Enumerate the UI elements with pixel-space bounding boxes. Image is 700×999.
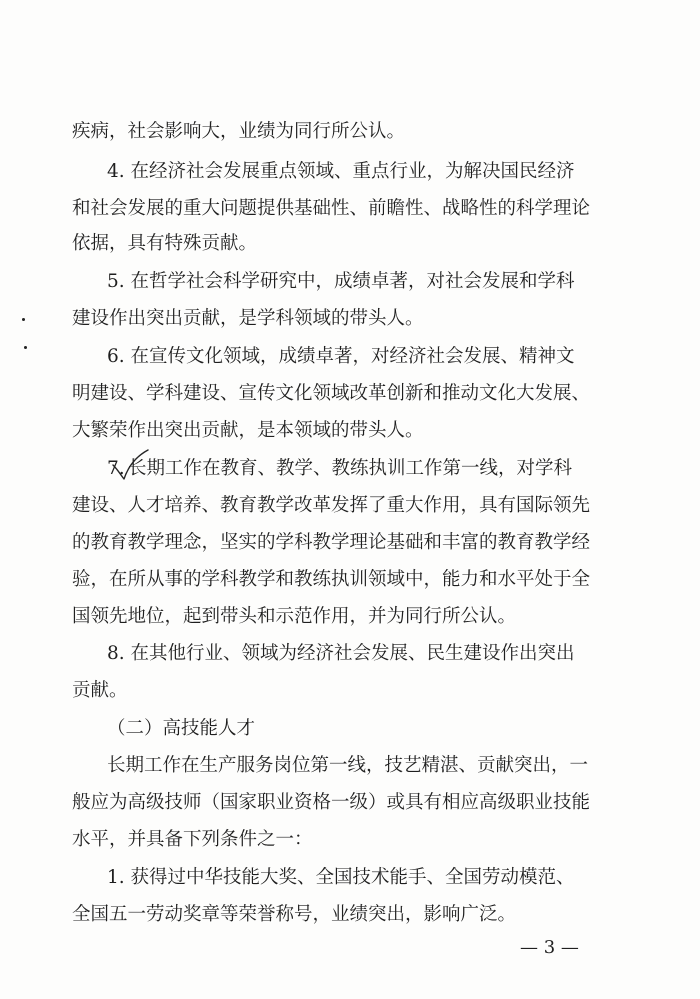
- body-line: 5. 在哲学社会科学研究中，成绩卓著，对社会发展和学科: [107, 271, 575, 292]
- body-line: 的教育教学理念，坚实的学科教学理论基础和丰富的教育教学经: [72, 532, 591, 553]
- body-line: 明建设、学科建设、宣传文化领域改革创新和推动文化大发展、: [72, 383, 591, 404]
- item-7-number: 7.: [107, 458, 125, 479]
- body-line: 国领先地位，起到带头和示范作用，并为同行所公认。: [72, 606, 517, 627]
- body-line: 和社会发展的重大问题提供基础性、前瞻性、战略性的科学理论: [72, 198, 591, 219]
- body-line: 1. 获得过中华技能大奖、全国技术能手、全国劳动模范、: [107, 867, 575, 888]
- page-number: — 3 —: [520, 937, 579, 958]
- body-line: 疾病，社会影响大，业绩为同行所公认。: [72, 121, 406, 142]
- scan-speck: [22, 318, 25, 321]
- body-line: 长期工作在教育、教学、教练执训工作第一线，对学科: [128, 458, 573, 479]
- scan-speck: [24, 346, 27, 349]
- body-line: 建设作出突出贡献，是学科领域的带头人。: [72, 308, 424, 329]
- body-line: 长期工作在生产服务岗位第一线，技艺精湛、贡献突出，一: [107, 755, 589, 776]
- body-line: 水平，并具备下列条件之一：: [72, 829, 313, 850]
- body-line: 大繁荣作出突出贡献，是本领域的带头人。: [72, 420, 424, 441]
- body-line: 4. 在经济社会发展重点领域、重点行业，为解决国民经济: [107, 161, 575, 182]
- body-line: 依据，具有特殊贡献。: [72, 233, 258, 254]
- body-line: 建设、人才培养、教育教学改革发挥了重大作用，具有国际领先: [72, 495, 591, 516]
- section-heading: （二）高技能人才: [107, 718, 256, 739]
- body-line: 6. 在宣传文化领域，成绩卓著，对经济社会发展、精神文: [107, 346, 575, 367]
- body-line: 全国五一劳动奖章等荣誉称号，业绩突出，影响广泛。: [72, 904, 517, 925]
- body-line: 8. 在其他行业、领域为经济社会发展、民生建设作出突出: [107, 643, 575, 664]
- body-line: 贡献。: [72, 680, 128, 701]
- body-line: 般应为高级技师（国家职业资格一级）或具有相应高级职业技能: [72, 792, 591, 813]
- body-line: 验，在所从事的学科教学和教练执训领域中，能力和水平处于全: [72, 569, 591, 590]
